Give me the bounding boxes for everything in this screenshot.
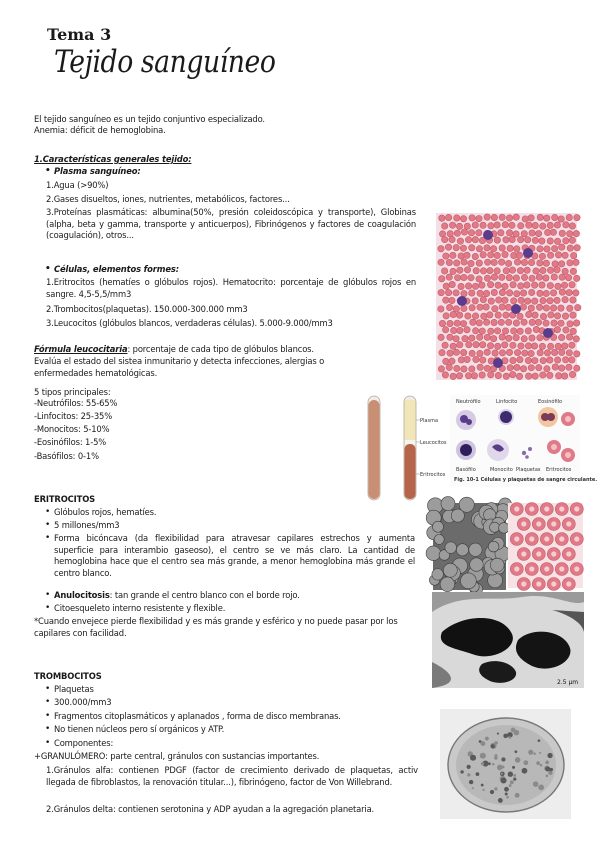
tube-label: Leucocitos xyxy=(420,440,447,446)
cell-label: Eosinófilo xyxy=(538,399,563,405)
anulocitosis-line xyxy=(54,590,300,602)
cell-label: Eritrocitos xyxy=(546,467,572,473)
topic-number: Tema 3 xyxy=(47,25,112,44)
trombocitos-item: • Componentes: xyxy=(54,738,113,750)
anulocitosis-term: Anulocitosis xyxy=(54,590,110,600)
trombocitos-heading: TROMBOCITOS xyxy=(34,671,102,681)
eritrocitos-item: • 5 millones/mm3 xyxy=(54,520,119,532)
types-heading: 5 tipos principales: xyxy=(34,387,111,397)
plasma-item: 2.Gases disueltos, iones, nutrientes, metabólicos, factores... xyxy=(46,194,290,204)
granulomero-line: +GRANULÓMERO: parte central, gránulos con sustancias importantes. xyxy=(34,751,320,761)
trombocitos-item: • Fragmentos citoplasmáticos y aplanados , forma de disco membranas. xyxy=(54,711,341,723)
blood-cells-diagram xyxy=(450,395,598,487)
granulos-alfa: 1.Gránulos alfa: contienen PDGF (factor de crecimiento derivado de plaquetas, activ llegada de fibroblastos, la renovación titular...), fibrinógeno, factor de Von Willebrand. xyxy=(46,765,418,787)
eritrocitos-heading: ERITROCITOS xyxy=(34,494,96,504)
cells-item: 3.Leucocitos (glóbulos blancos, verdaderas células). 5.000-9.000/mm3 xyxy=(46,318,333,328)
figure-caption: Fig. 10-1 Células y plaquetas de sangre circulante. xyxy=(454,477,598,483)
plasma-heading: • Plasma sanguíneo: xyxy=(54,166,141,178)
cell-label: Basófilo xyxy=(456,467,476,473)
blood-smear-image xyxy=(436,213,577,380)
citoesqueleto-item: • Citoesqueleto interno resistente y flexible. xyxy=(54,603,225,615)
type-eosinofilos: -Eosinófilos: 1-5% xyxy=(34,437,107,447)
formula-definition: : porcentaje de cada tipo de glóbulos blancos. xyxy=(127,344,314,354)
tem-capillary-image xyxy=(432,592,584,688)
section-heading: 1.Características generales tejido: xyxy=(34,154,192,164)
cells-item: 2.Trombocitos(plaquetas). 150.000-300.000 mm3 xyxy=(46,304,248,314)
test-tubes-figure xyxy=(362,394,447,506)
type-linfocitos: -Linfocitos: 25-35% xyxy=(34,411,113,421)
eritrocitos-item: • Glóbulos rojos, hematíes. xyxy=(54,507,156,519)
page-title: Tejido sanguíneo xyxy=(54,44,276,80)
formula-line xyxy=(34,344,314,356)
anulocitosis-text: : tan grande el centro blanco con el borde rojo. xyxy=(109,590,300,600)
plasma-item: 1.Agua (>90%) xyxy=(46,180,109,190)
sem-erythrocytes-image xyxy=(433,503,506,590)
plasma-item: 3.Proteínas plasmáticas: albumina(50%, presión coleidoscópica y transporte), Globinas (alpha, beta y gamma, transporte y anticuerpos), Fibrinógenos y factores de coagulación (coagulación), otros... xyxy=(46,207,416,241)
platelet-em-image xyxy=(440,709,571,819)
intro-line-2: Anemia: déficit de hemoglobina. xyxy=(34,125,166,135)
cell-label: Linfocito xyxy=(496,399,518,405)
eritrocitos-item: • Forma bicóncava (da flexibilidad para atravesar capilares estrechos y aumenta superficie para interambio gaseoso), el centro se ve más claro. La cantidad de hemoglobina hace que el centro sea más grande, a menor hemoglobina más grande el centro blanco. xyxy=(54,533,415,579)
cells-item: 1.Eritrocitos (hematíes o glóbulos rojos). Hematocrito: porcentaje de glóbulos rojos en sangre. 4,5-5,5/mm3 xyxy=(46,277,416,299)
formula-description: Evalúa el estado del sistea inmunitario y detecta infecciones, alergias o enfermedades hematológicas. xyxy=(34,356,325,378)
type-basofilos: -Basófilos: 0-1% xyxy=(34,451,99,461)
cells-heading: • Células, elementos formes: xyxy=(54,264,179,276)
eritrocitos-note: *Cuando envejece pierde flexibilidad y es más grande y esférico y no puede pasar por los capilares con facilidad. xyxy=(34,616,398,638)
trombocitos-item: • 300.000/mm3 xyxy=(54,697,111,709)
trombocitos-item: • No tienen núcleos pero sí orgánicos y ATP. xyxy=(54,724,224,736)
tube-label: Eritrocitos xyxy=(420,472,446,478)
erythrocytes-micrograph xyxy=(508,503,583,588)
type-monocitos: -Monocitos: 5-10% xyxy=(34,424,110,434)
formula-term: Fórmula leucocitaria xyxy=(34,344,128,354)
cell-label: Neutrófilo xyxy=(456,399,481,405)
scale-label: 2.5 µm xyxy=(557,679,579,686)
type-neutrofilos: -Neutrófilos: 55-65% xyxy=(34,398,118,408)
tube-label: Plasma xyxy=(420,418,439,424)
cell-label: Plaquetas xyxy=(516,467,541,473)
cell-label: Monocito xyxy=(490,467,513,473)
granulos-delta: 2.Gránulos delta: contienen serotonina y ADP ayudan a la agregación planetaria. xyxy=(46,804,375,814)
intro-line-1: El tejido sanguíneo es un tejido conjuntivo especializado. xyxy=(34,114,265,124)
trombocitos-item: • Plaquetas xyxy=(54,684,94,696)
